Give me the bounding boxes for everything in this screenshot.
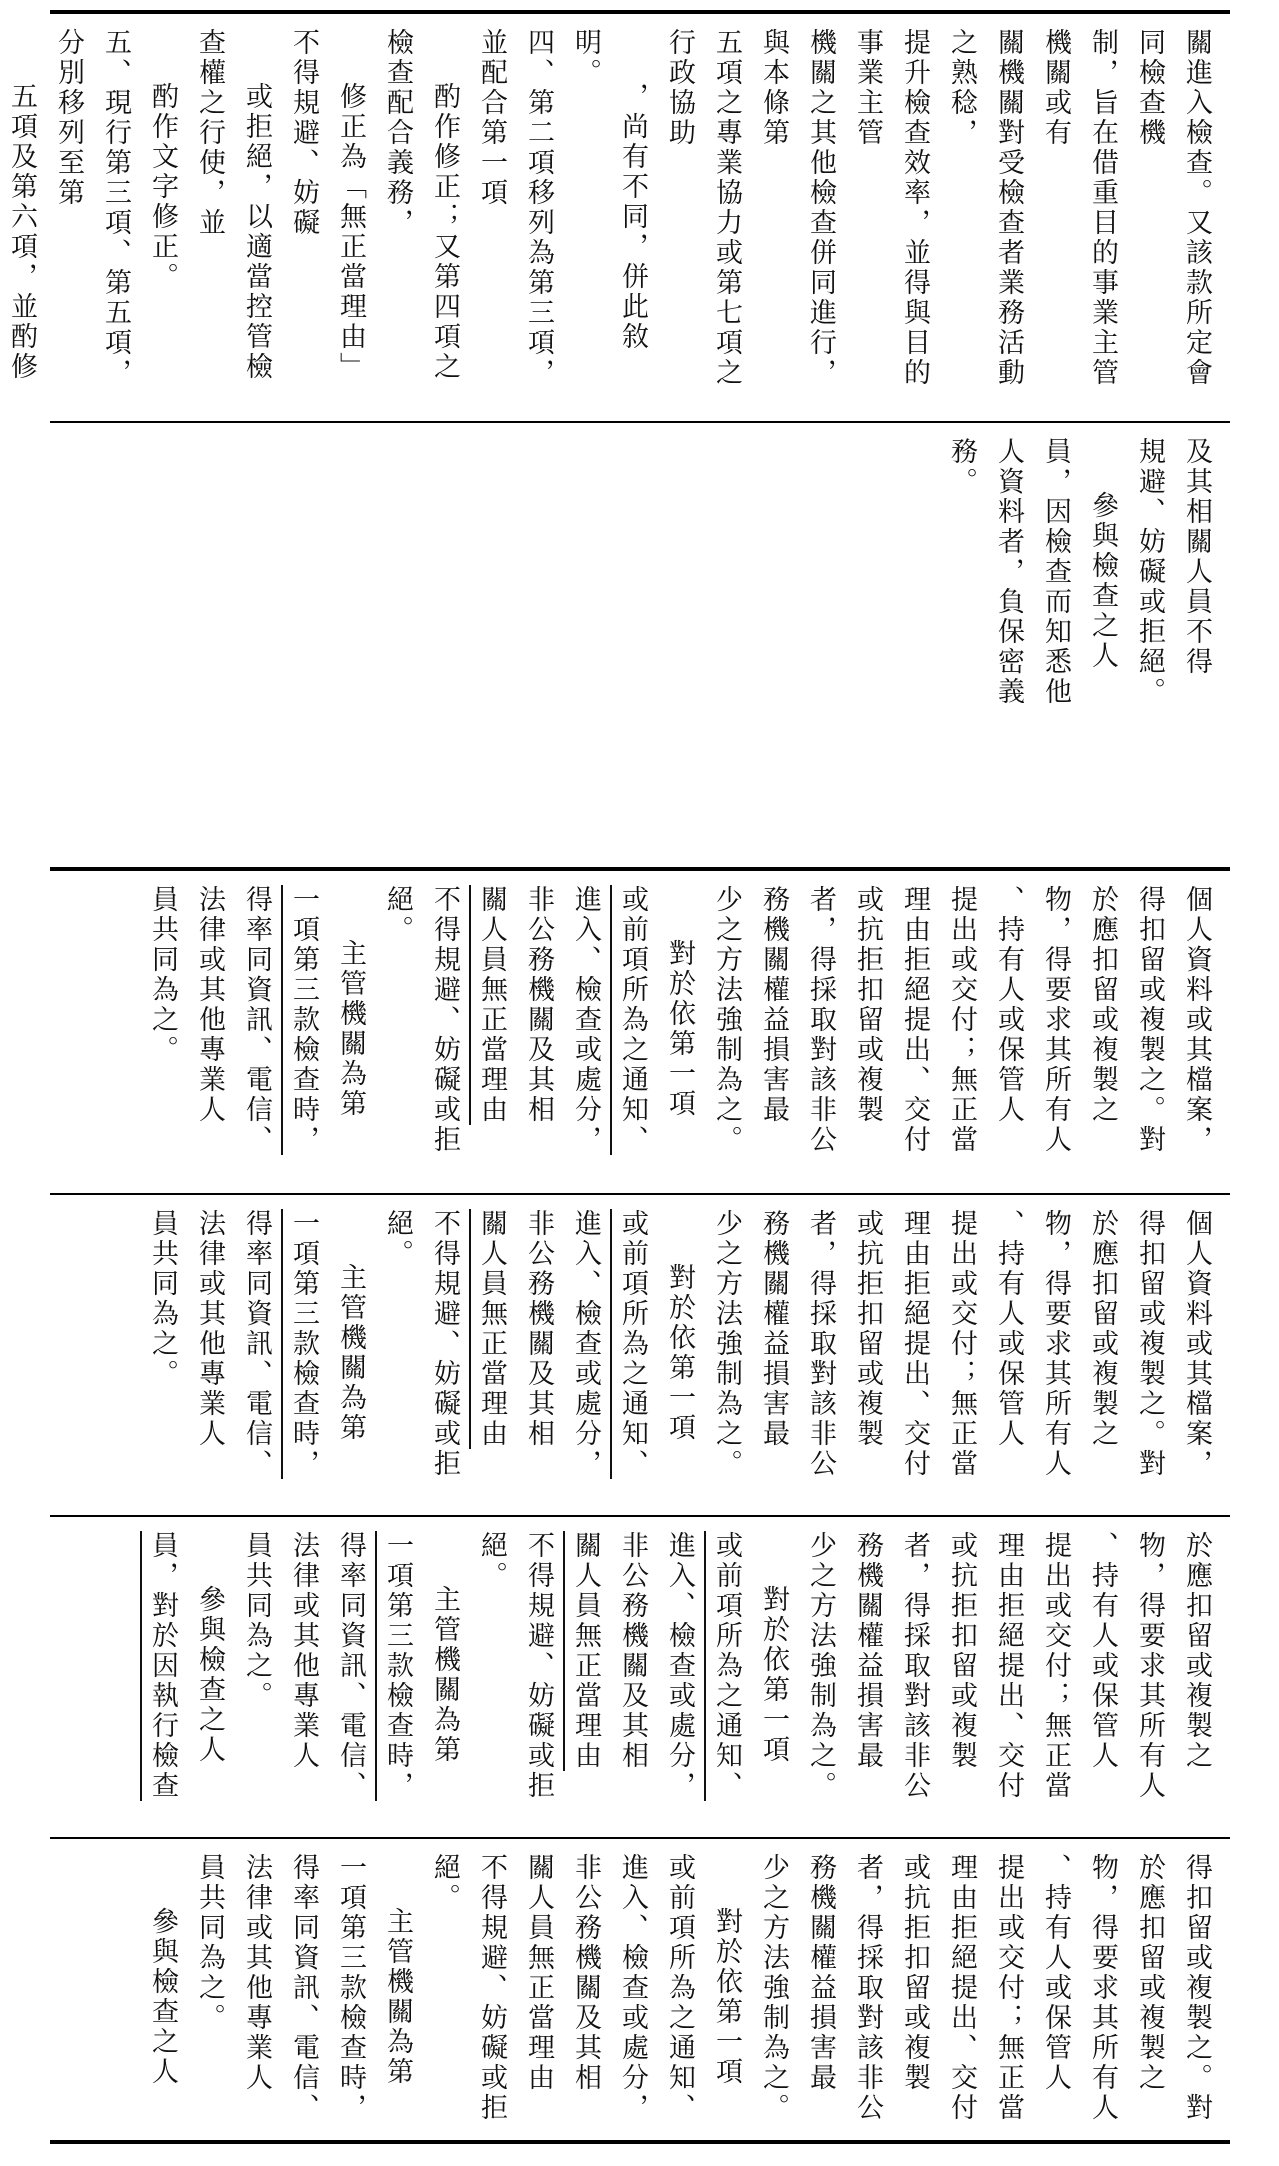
text-line: 關進入檢查。又該款所定會同檢查機: [1134, 28, 1212, 388]
bottom-rule: [50, 2140, 1230, 2144]
text-line: 理由拒絕提出、交付: [899, 1209, 930, 1479]
text-line: 得扣留或複製之。對: [1181, 1853, 1212, 2123]
text-line: 對於依第一項: [664, 1263, 695, 1443]
amended-text: 或前項所為之通知、: [711, 1531, 742, 1801]
text-line: 制，旨在借重目的事業主管機關或有: [1040, 28, 1118, 388]
text-line: 或抗拒扣留或複製: [899, 1853, 930, 2093]
text-line: 員，因檢查而知悉他: [1040, 437, 1071, 707]
text-line: 個人資料或其檔案，: [1181, 885, 1212, 1155]
text-line: 提出或交付；無正當: [993, 1853, 1024, 2123]
text-line: 、持有人或保管人: [993, 1209, 1024, 1449]
text-line: 或前項所為之通知、: [664, 1853, 695, 2123]
text-line: [280, 1209, 327, 1503]
text-line: 酌作文字修正。: [147, 82, 178, 292]
text-line: 得率同資訊、電信、: [335, 1531, 366, 1801]
version-a-cell: [50, 871, 1230, 1191]
text-line: [609, 1209, 656, 1503]
text-line: 得扣留或複製之。對: [1134, 1209, 1165, 1479]
text-line: 關人員無正當理由: [523, 1853, 554, 2093]
text-line: 關機關對受檢查者業務活動之熟稔，: [946, 28, 1024, 388]
text-line: 絕。: [429, 1853, 460, 1913]
text-line: 主管機關為第: [335, 939, 366, 1119]
text-line: 務機關權益損害最: [805, 1853, 836, 2093]
amended-text: 關人員無正當理由: [476, 1209, 507, 1449]
version-d-cell: [50, 1839, 1230, 2137]
amended-text: 關人員無正當理由: [476, 885, 507, 1125]
text-line: 對於依第一項: [711, 1907, 742, 2087]
text-line: [468, 885, 515, 1181]
text-line: 或抗拒扣留或複製: [852, 885, 883, 1125]
text-line: 絕。: [476, 1531, 507, 1591]
text-line: 提出或交付；無正當: [946, 885, 977, 1155]
text-line: 修正為「無正當理由」不得規避、妨礙: [288, 28, 366, 382]
text-line: 者，得採取對該非公: [852, 1853, 883, 2123]
text-line: 進入、檢查或處分，: [617, 1853, 648, 2123]
amended-text: 或前項所為之通知、: [617, 885, 648, 1155]
amended-text: 一項第三款檢查時，: [288, 1209, 319, 1479]
text-line: 提出或交付；無正當: [946, 1209, 977, 1479]
text-line: 參與檢查之人: [147, 1907, 178, 2087]
text-line: 物，得要求其所有人: [1134, 1531, 1165, 1801]
text-line: [280, 885, 327, 1181]
text-line: 五、現行第三項、第五項，分別移列至第: [53, 28, 131, 388]
text-line: 或抗拒扣留或複製: [852, 1209, 883, 1449]
text-line: 機關之其他檢查併同進行，與本條第: [758, 28, 836, 388]
text-line: 員共同為之。: [194, 1853, 225, 2033]
text-line: 法律或其他專業人: [241, 1853, 272, 2093]
text-line: 或抗拒扣留或複製: [946, 1531, 977, 1771]
version-c-cell: [50, 1517, 1230, 1835]
text-line: 一項第三款檢查時，: [335, 1853, 366, 2123]
text-line: 非公務機關及其相: [570, 1853, 601, 2093]
text-line: 不得規避、妨礙或拒: [429, 885, 460, 1155]
text-line: 、持有人或保管人: [993, 885, 1024, 1125]
text-line: 進入、檢查或處分，: [570, 885, 601, 1155]
text-line: 務機關權益損害最: [758, 885, 789, 1125]
text-line: 五項及第六項，並酌修: [6, 82, 37, 382]
text-line: 物，得要求其所有人: [1040, 885, 1071, 1155]
text-line: 法律或其他專業人: [194, 1209, 225, 1449]
explanation-cell: [6, 14, 1230, 419]
amended-text: 一項第三款檢查時，: [382, 1531, 413, 1801]
text-line: [468, 1209, 515, 1503]
text-line: 參與檢查之人: [1087, 491, 1118, 671]
amended-text: 關人員無正當理由: [570, 1531, 601, 1771]
text-line: 者，得採取對該非公: [899, 1531, 930, 1801]
text-line: 提出或交付；無正當: [1040, 1531, 1071, 1801]
text-line: 對於依第一項: [664, 939, 695, 1119]
text-line: ，尚有不同，併此敘明。: [570, 28, 648, 352]
text-line: 主管機關為第: [335, 1263, 366, 1443]
text-line: [609, 885, 656, 1181]
text-line: [703, 1531, 750, 1825]
version-b-cell: [50, 1195, 1230, 1513]
text-line: 少之方法強制為之。: [711, 1209, 742, 1479]
text-line: 人資料者，負保密義: [993, 437, 1024, 707]
text-line: 絕。: [382, 885, 413, 945]
text-line: 進入、檢查或處分，: [664, 1531, 695, 1801]
text-line: 理由拒絕提出、交付: [993, 1531, 1024, 1801]
text-line: 務機關權益損害最: [852, 1531, 883, 1771]
text-line: 者，得採取對該非公: [805, 1209, 836, 1479]
amended-text: 員，對於因執行檢查: [147, 1531, 178, 1801]
current-text-cell: [50, 423, 1230, 865]
text-line: 進入、檢查或處分，: [570, 1209, 601, 1479]
text-line: 理由拒絕提出、交付: [946, 1853, 977, 2123]
text-line: 及其相關人員不得: [1181, 437, 1212, 677]
text-line: 對於依第一項: [758, 1585, 789, 1765]
text-line: [562, 1531, 609, 1825]
text-line: 少之方法強制為之。: [711, 885, 742, 1155]
text-line: 酌作修正；又第四項之檢查配合義務，: [382, 28, 460, 382]
text-line: 員共同為之。: [147, 1209, 178, 1389]
text-line: 、持有人或保管人: [1087, 1531, 1118, 1771]
text-line: 者，得採取對該非公: [805, 885, 836, 1155]
text-line: 參與檢查之人: [194, 1585, 225, 1765]
text-line: 得扣留或複製之。對: [1134, 885, 1165, 1155]
amended-text: 一項第三款檢查時，: [288, 885, 319, 1155]
text-line: 於應扣留或複製之: [1134, 1853, 1165, 2093]
text-line: 員共同為之。: [241, 1531, 272, 1711]
text-line: 或拒絕，以適當控管檢查權之行使，並: [194, 28, 272, 382]
text-line: 不得規避、妨礙或拒: [429, 1209, 460, 1479]
amended-text: 或前項所為之通知、: [617, 1209, 648, 1479]
text-line: 規避、妨礙或拒絕。: [1134, 437, 1165, 707]
text-line: 物，得要求其所有人: [1087, 1853, 1118, 2123]
text-line: 得率同資訊、電信、: [288, 1853, 319, 2123]
text-line: 少之方法強制為之。: [758, 1853, 789, 2123]
text-line: 非公務機關及其相: [523, 1209, 554, 1449]
text-line: 法律或其他專業人: [194, 885, 225, 1125]
text-line: 於應扣留或複製之: [1087, 885, 1118, 1125]
text-line: 於應扣留或複製之: [1087, 1209, 1118, 1449]
text-line: 少之方法強制為之。: [805, 1531, 836, 1801]
text-line: 不得規避、妨礙或拒: [523, 1531, 554, 1801]
text-line: [139, 1531, 186, 1825]
text-line: 務。: [946, 437, 977, 497]
text-line: 絕。: [382, 1209, 413, 1269]
text-line: 四、第二項移列為第三項，並配合第一項: [476, 28, 554, 388]
text-line: 得率同資訊、電信、: [241, 885, 272, 1155]
text-line: [374, 1531, 421, 1825]
text-line: 物，得要求其所有人: [1040, 1209, 1071, 1479]
text-line: 理由拒絕提出、交付: [899, 885, 930, 1155]
text-line: 主管機關為第: [429, 1585, 460, 1765]
text-line: 員共同為之。: [147, 885, 178, 1065]
text-line: 於應扣留或複製之: [1181, 1531, 1212, 1771]
text-line: 法律或其他專業人: [288, 1531, 319, 1771]
text-line: 主管機關為第: [382, 1907, 413, 2087]
text-line: 個人資料或其檔案，: [1181, 1209, 1212, 1479]
text-line: 非公務機關及其相: [617, 1531, 648, 1771]
text-line: 五項之專業協力或第七項之行政協助: [664, 28, 742, 388]
text-line: 不得規避、妨礙或拒: [476, 1853, 507, 2123]
text-line: 務機關權益損害最: [758, 1209, 789, 1449]
text-line: 得率同資訊、電信、: [241, 1209, 272, 1479]
text-line: 非公務機關及其相: [523, 885, 554, 1125]
text-line: 、持有人或保管人: [1040, 1853, 1071, 2093]
text-line: 提升檢查效率，並得與目的事業主管: [852, 28, 930, 388]
